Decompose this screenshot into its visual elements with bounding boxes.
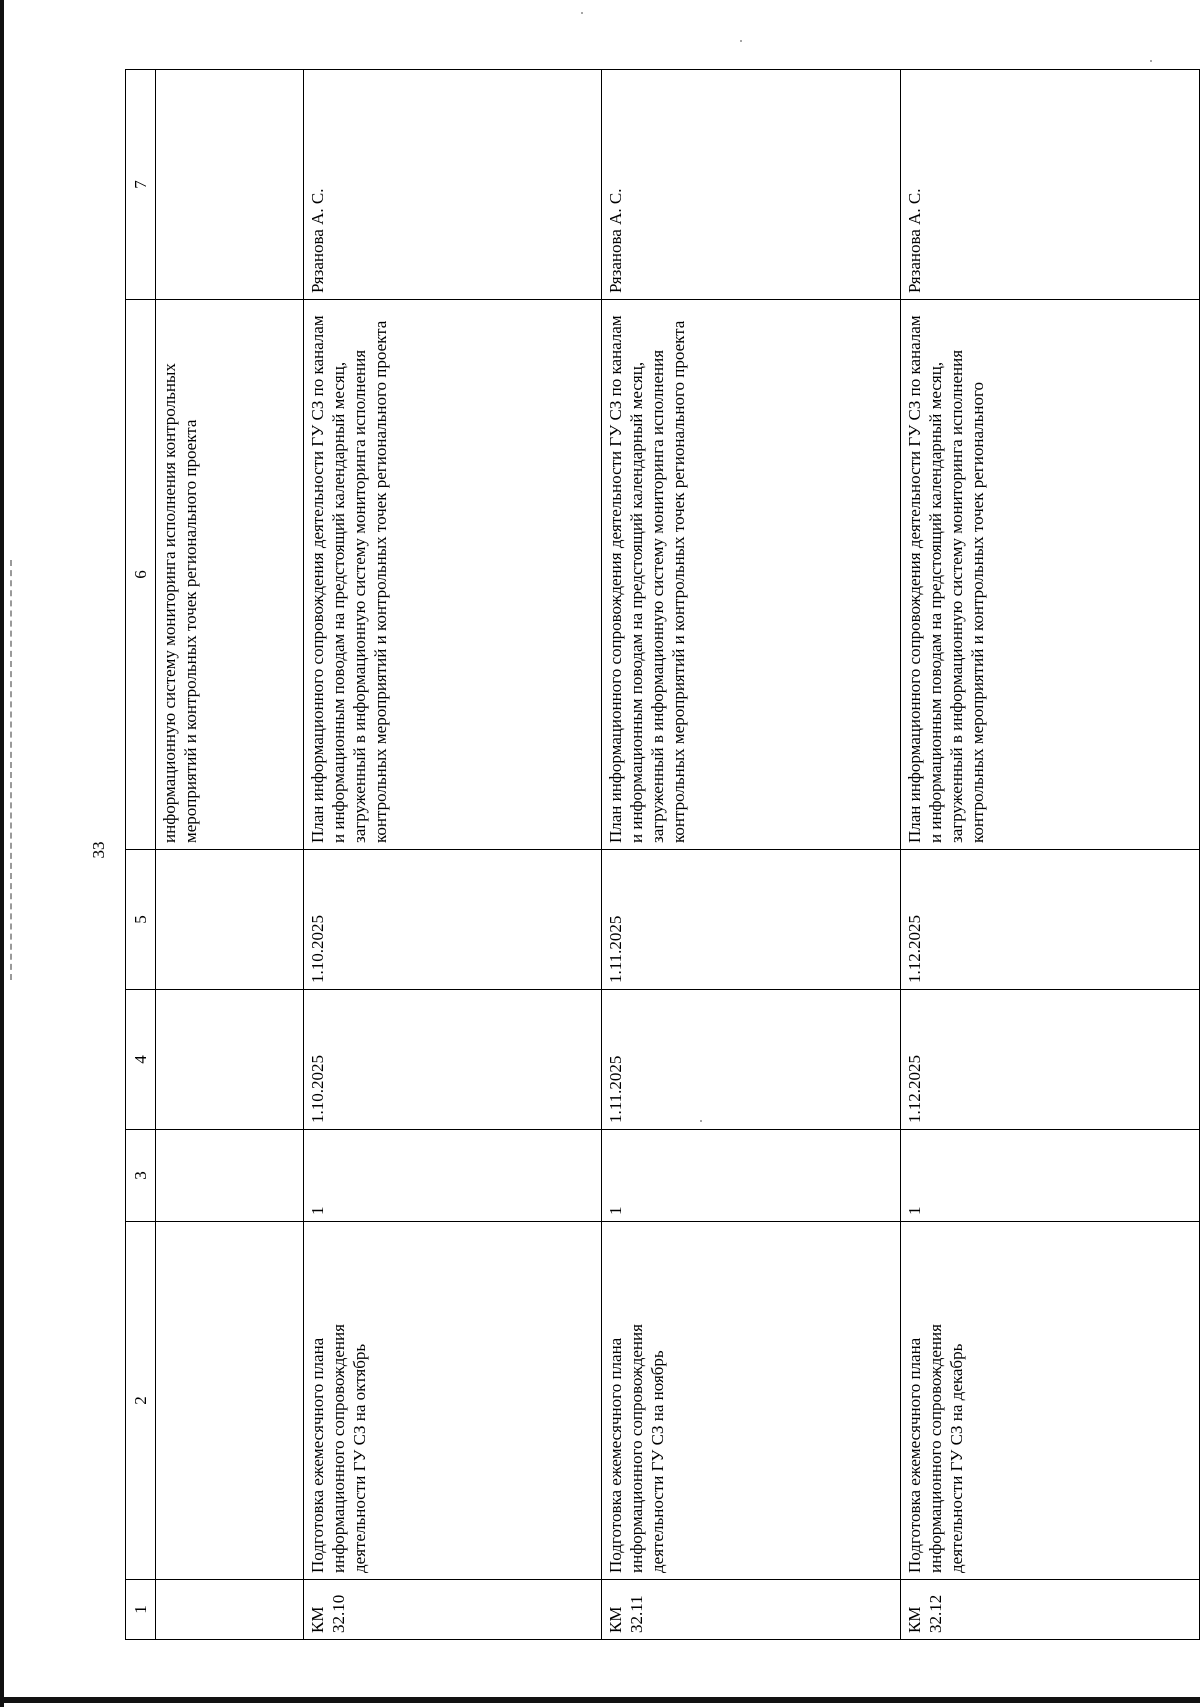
table-row bbox=[602, 70, 901, 1640]
task-cell: Подготовка ежемесячного плана информационного сопровождения деятельности ГУ СЗ на октябрь bbox=[303, 1222, 602, 1580]
result-cell: План информационного сопровождения деятельности ГУ СЗ по каналам и информационным поводам на предстоящий календарный месяц, загруженный в информационную систему мониторинга исполнения контрольных мероприятий и контрольных точек регионального проекта bbox=[303, 300, 602, 850]
result-cell: информационную систему мониторинга исполнения контрольных мероприятий и контрольных точек регионального проекта bbox=[155, 300, 303, 850]
count-cell bbox=[155, 1130, 303, 1222]
table-row bbox=[901, 70, 1200, 1640]
count-cell: 1 bbox=[602, 1130, 901, 1222]
responsible-cell: Рязанова А. С. bbox=[901, 70, 1200, 300]
activity-table bbox=[125, 69, 1200, 1640]
task-cell: Подготовка ежемесячного плана информационного сопровождения деятельности ГУ СЗ на декабрь bbox=[901, 1222, 1200, 1580]
end-date-cell: 1.11.2025 bbox=[602, 850, 901, 990]
column-number: 6 bbox=[126, 300, 156, 850]
column-number: 7 bbox=[126, 70, 156, 300]
responsible-cell: Рязанова А. С. bbox=[303, 70, 602, 300]
code-cell: КМ 32.12 bbox=[901, 1580, 1200, 1640]
start-date-cell: 1.11.2025 bbox=[602, 990, 901, 1130]
scan-left-edge bbox=[0, 0, 4, 1707]
responsible-cell bbox=[155, 70, 303, 300]
start-date-cell bbox=[155, 990, 303, 1130]
code-cell: КМ 32.11 bbox=[602, 1580, 901, 1640]
end-date-cell: 1.12.2025 bbox=[901, 850, 1200, 990]
column-number: 4 bbox=[126, 990, 156, 1130]
result-cell: План информационного сопровождения деятельности ГУ СЗ по каналам и информационным поводам на предстоящий календарный месяц, загруженный в информационную систему мониторинга исполнения контрольных мероприятий и контрольных точек регионального bbox=[901, 300, 1200, 850]
count-cell: 1 bbox=[303, 1130, 602, 1222]
scan-bottom-edge bbox=[0, 1697, 1200, 1703]
start-date-cell: 1.10.2025 bbox=[303, 990, 602, 1130]
end-date-cell bbox=[155, 850, 303, 990]
responsible-cell: Рязанова А. С. bbox=[602, 70, 901, 300]
scan-artifact-dashes bbox=[10, 560, 12, 980]
result-cell: План информационного сопровождения деятельности ГУ СЗ по каналам и информационным поводам на предстоящий календарный месяц, загруженный в информационную систему мониторинга исполнения контрольных мероприятий и контрольных точек регионального проекта bbox=[602, 300, 901, 850]
code-cell bbox=[155, 1580, 303, 1640]
scan-speck bbox=[740, 40, 742, 42]
end-date-cell: 1.10.2025 bbox=[303, 850, 602, 990]
scan-speck bbox=[581, 12, 583, 14]
rotated-page-content bbox=[125, 70, 1200, 1640]
start-date-cell: 1.12.2025 bbox=[901, 990, 1200, 1130]
column-number: 5 bbox=[126, 850, 156, 990]
column-number: 1 bbox=[126, 1580, 156, 1640]
page-number: 33 bbox=[89, 841, 108, 859]
scan-speck bbox=[1150, 60, 1152, 62]
column-number: 2 bbox=[126, 1222, 156, 1580]
code-cell: КМ 32.10 bbox=[303, 1580, 602, 1640]
column-number: 3 bbox=[126, 1130, 156, 1222]
column-number-row bbox=[126, 70, 156, 1640]
table-row bbox=[303, 70, 602, 1640]
task-cell bbox=[155, 1222, 303, 1580]
continuation-row bbox=[155, 70, 303, 1640]
count-cell: 1 bbox=[901, 1130, 1200, 1222]
task-cell: Подготовка ежемесячного плана информационного сопровождения деятельности ГУ СЗ на ноябрь bbox=[602, 1222, 901, 1580]
